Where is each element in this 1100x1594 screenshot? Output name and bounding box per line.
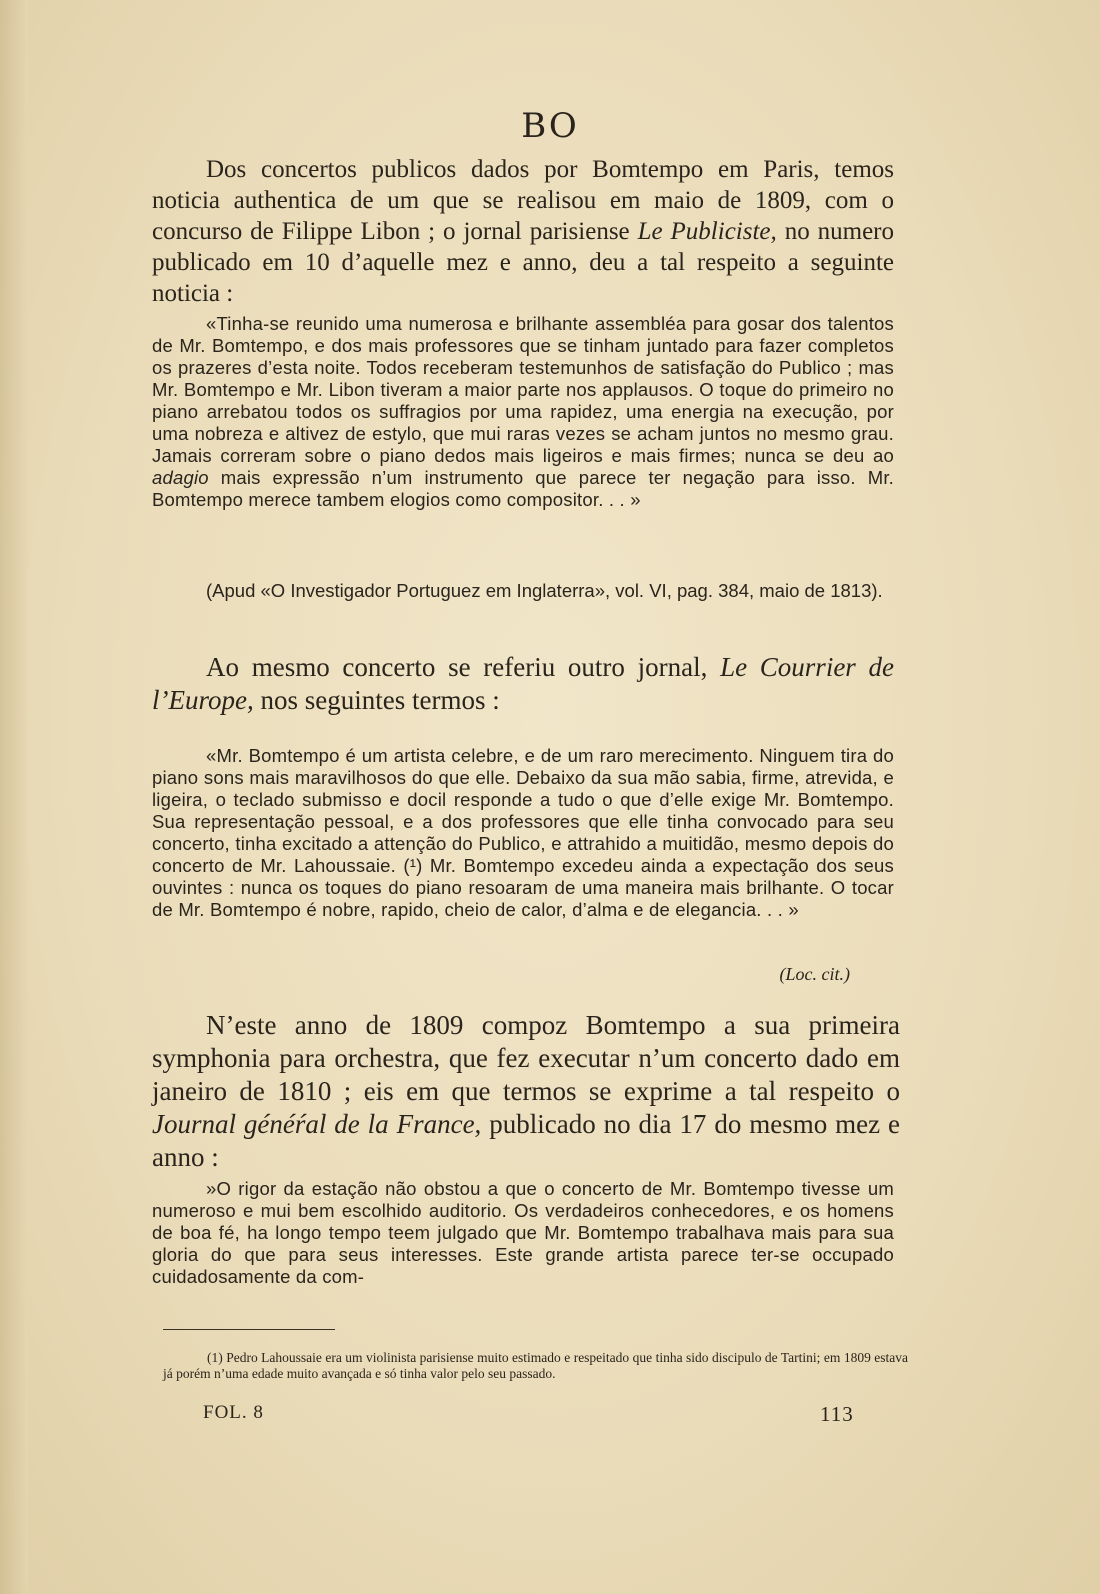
- paragraph-text: publicado no dia 17 do mesmo mez e anno :: [152, 1109, 900, 1172]
- quote-le-publiciste: [152, 313, 894, 511]
- quote-courrier: «Mr. Bomtempo é um artista celebre, e de um raro merecimento. Ninguem tira do piano sons mais maravilhosos do que elle. Debaixo da sua mão sabia, firme, atrevida, e ligeira, o teclado submisso e docil responde a tudo o que d’elle exige Mr. Bomtempo. Sua representação pessoal, e a dos professores que elle tinha convocado para seu concerto, tinha excitado a attenção do Publico, e attrahido a muitidão, mesmo depois do concerto de Mr. Lahoussaie. (¹) Mr. Bomtempo excedeu ainda a expectação dos seus ouvintes : nunca os toques do piano resoaram de uma maneira mais brilhante. O tocar de Mr. Bomtempo é nobre, rapido, cheio de calor, d’alma e de elegancia. . . »: [152, 745, 894, 920]
- quote-text: «Tinha-se reunido uma numerosa e brilhante assembléa para gosar dos talentos de Mr. Bomtempo, e dos mais professores que se tinham juntado para fazer completos os prazeres d’esta noite. Todos receberam testemunhos de satisfação do Publico ; mas Mr. Bomtempo e Mr. Libon tiveram a maior parte nos applausos. O toque do primeiro no piano arrebatou todos os suffragios por uma rapidez, uma energia na execução, por uma nobreza e altivez de estylo, que mui raras vezes se acham juntos no mesmo grau. Jamais correram sobre o piano dedos mais ligeiros e mais firmes; nunca se deu ao: [152, 313, 894, 466]
- paragraph-concertos: [152, 154, 894, 309]
- running-header: BO: [521, 106, 579, 146]
- paragraph-text: Ao mesmo concerto se referiu outro jornal,: [206, 652, 721, 682]
- footnote-divider: [163, 1329, 335, 1330]
- paragraph-text: Dos concertos publicos dados por Bomtempo em Paris, temos noticia authentica de um que se realisou em maio de 1809, com o concurso de Filippe Libon ; o jornal parisiense: [152, 156, 894, 245]
- paragraph-courrier: [152, 651, 894, 717]
- paragraph-text: no numero publicado em 10 d’aquelle mez e anno, deu a tal respeito a seguinte noticia :: [152, 218, 894, 307]
- signature-mark: FOL. 8: [203, 1402, 264, 1423]
- quote-text: mais expressão n’um instrumento que parece ter negação para isso. Mr. Bomtempo merece tambem elogios como compositor. . . »: [152, 467, 894, 510]
- page-number: 113: [820, 1402, 854, 1426]
- paragraph-symphonia: [152, 1009, 900, 1174]
- journal-title: Le Courrier de l’Europe,: [152, 652, 895, 715]
- journal-title: Journal généŕal de la France,: [152, 1109, 482, 1139]
- quote-journal-general: »O rigor da estação não obstou a que o concerto de Mr. Bomtempo tivesse um numeroso e mui bem escolhido auditorio. Os verdadeiros conhecedores, e os homens de boa fé, ha longo tempo teem julgado que Mr. Bomtempo trabalhava mais para sua gloria do que para seus interesses. Este grande artista parece ter-se occupado cuidadosamente da com-: [152, 1178, 894, 1287]
- paragraph-text: nos seguintes termos :: [253, 685, 500, 715]
- paragraph-text: N’este anno de 1809 compoz Bomtempo a sua primeira symphonia para orchestra, que fez executar n’um concerto dado em janeiro de 1810 ; eis em que termos se exprime a tal respeito o: [152, 1010, 900, 1106]
- loc-cit: (Loc. cit.): [779, 964, 850, 984]
- citation: (Apud «O Investigador Portuguez em Inglaterra», vol. VI, pag. 384, maio de 1813).: [206, 580, 883, 601]
- italic-term: adagio: [152, 467, 209, 488]
- journal-title: Le Publiciste,: [637, 218, 777, 245]
- page-edge-shading: [0, 0, 28, 1594]
- footnote: (1) Pedro Lahoussaie era um violinista parisiense muito estimado e respeitado que tinha sido discipulo de Tartini; em 1809 estava já porém n’uma edade muito avançada e só tinha valor pelo seu passado.: [163, 1350, 908, 1381]
